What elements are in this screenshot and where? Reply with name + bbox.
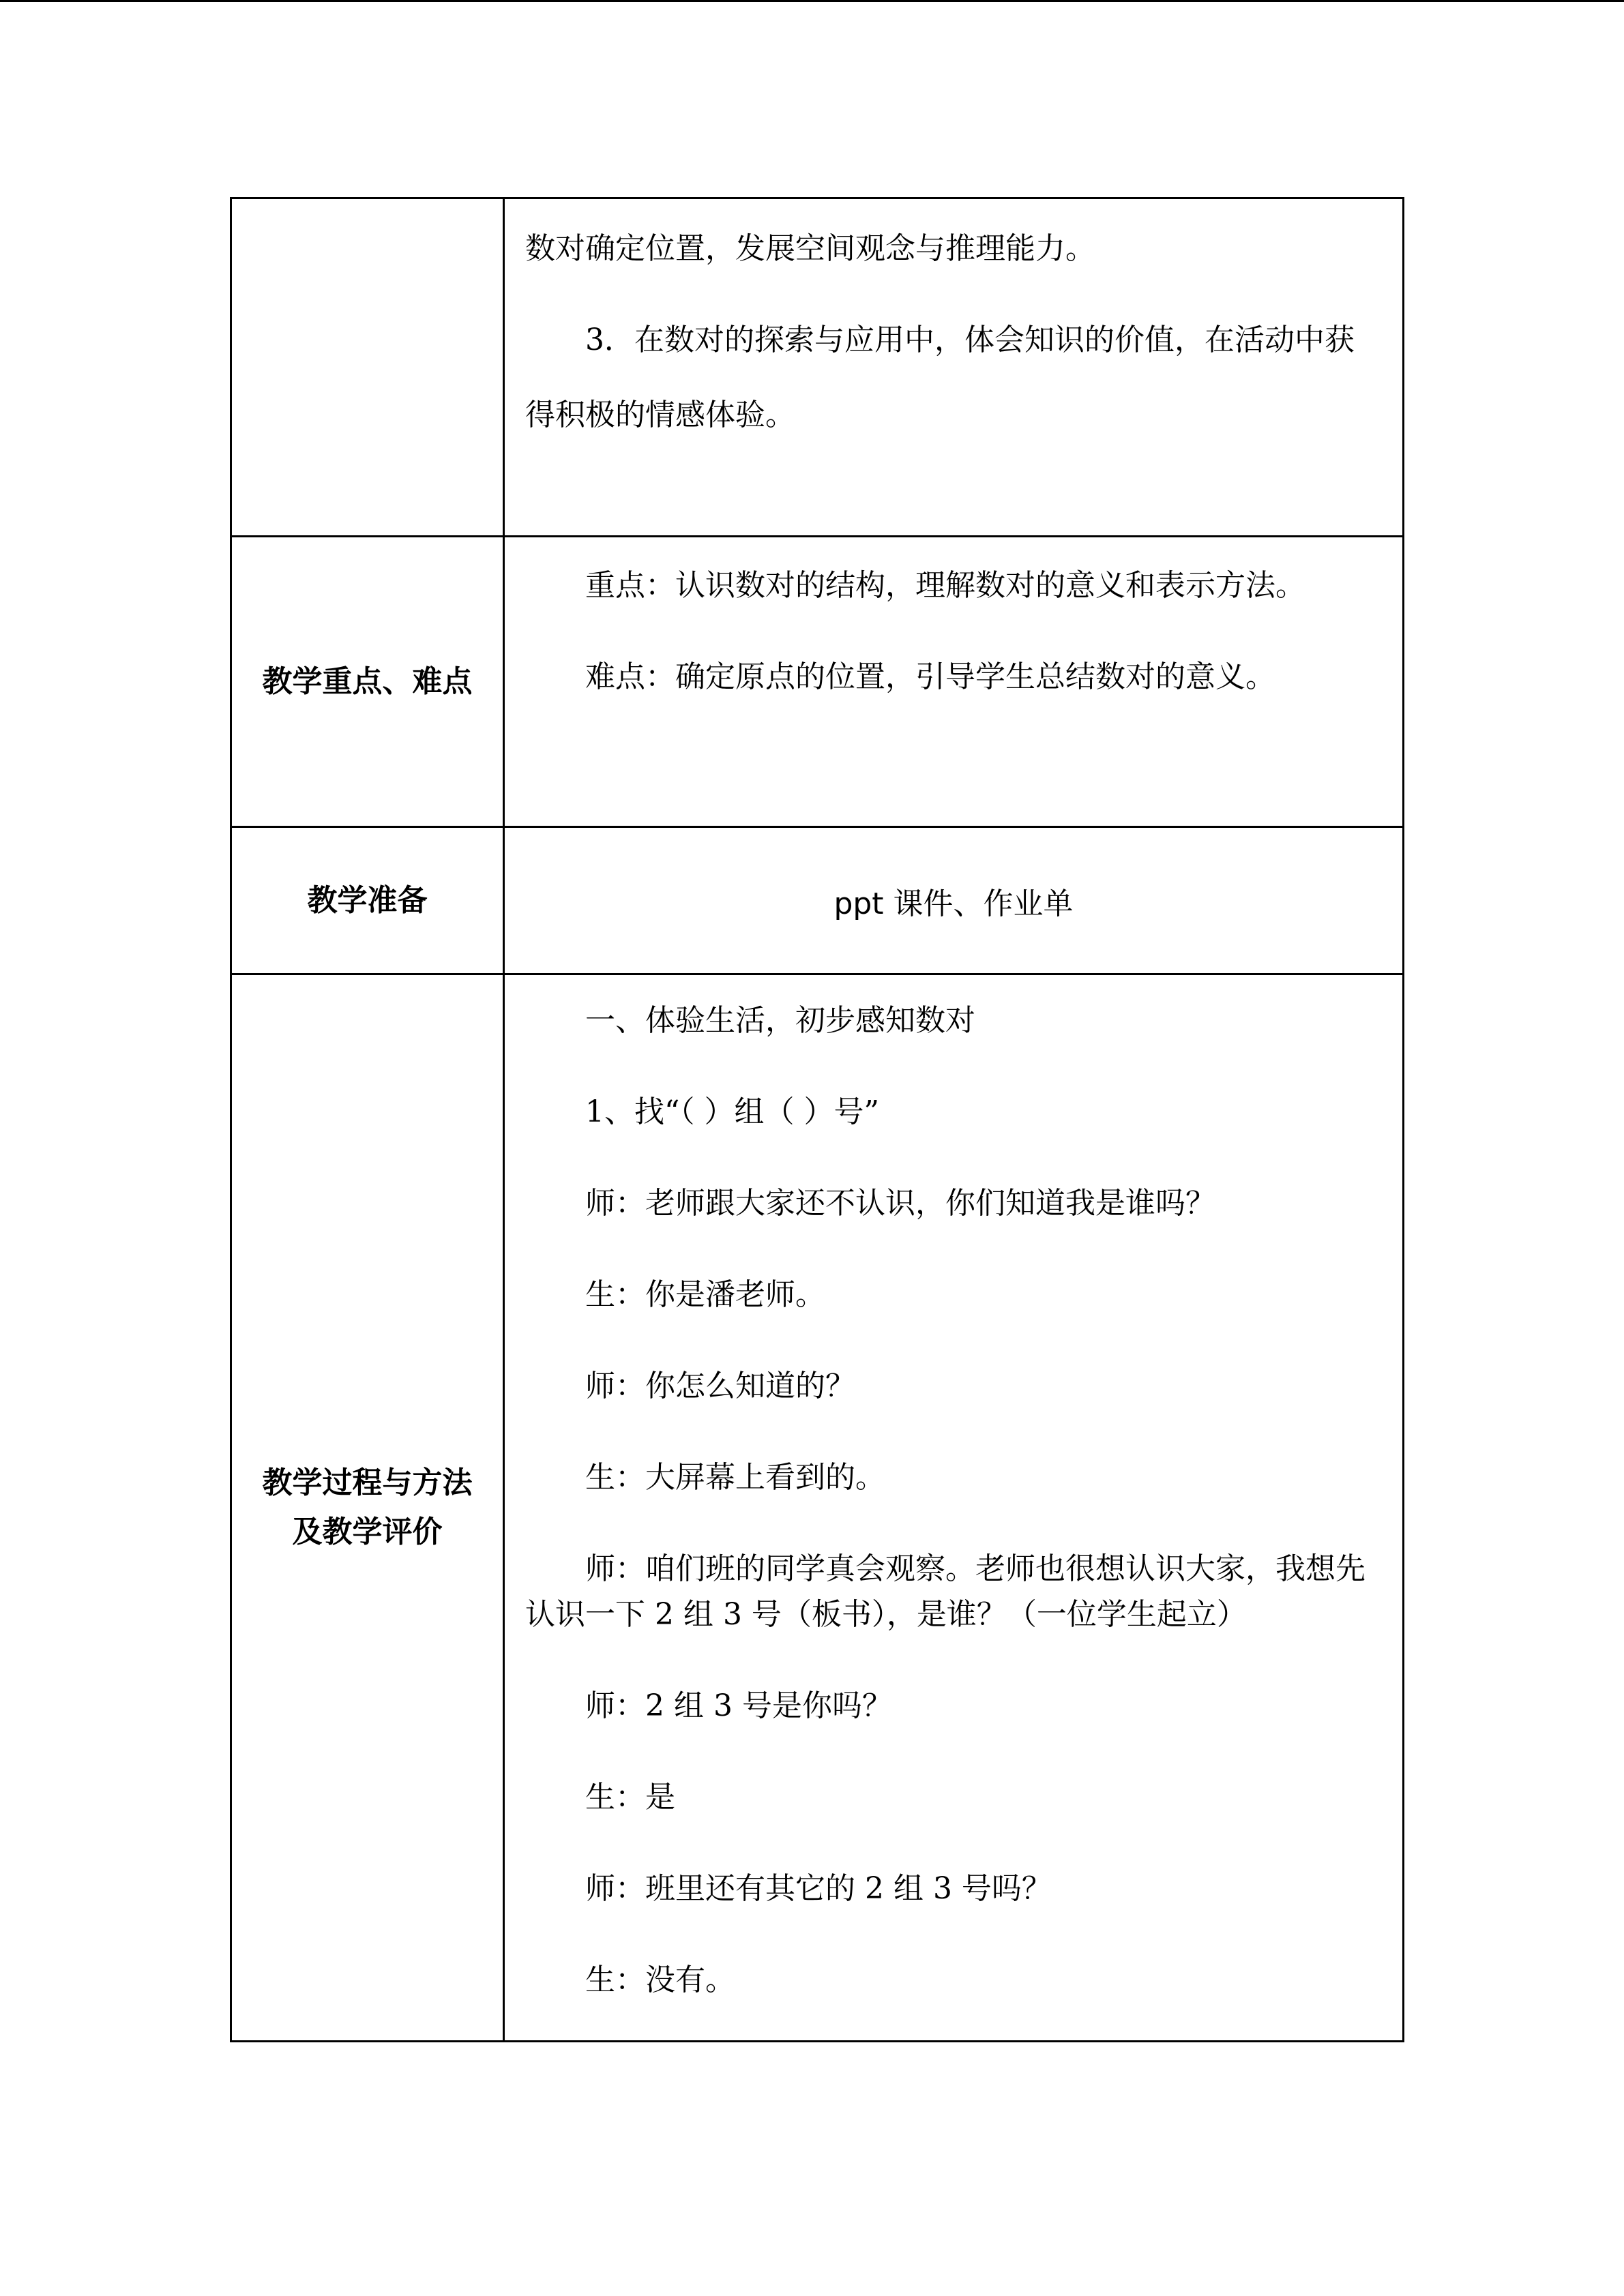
objectives-line-2: 3．在数对的探索与应用中，体会知识的价值，在活动中获得积极的情感体验。 xyxy=(525,323,1355,432)
table-row-preparation xyxy=(231,827,1404,974)
objectives-label-cell xyxy=(231,198,504,537)
preparation-value: ppt 课件、作业单 xyxy=(833,886,1074,921)
process-line-2: 1、找“（ ）组（ ）号” xyxy=(585,1094,879,1129)
process-line-11: 生：没有。 xyxy=(585,1963,735,1997)
keypoints-label: 教学重点、难点 xyxy=(262,664,473,699)
objectives-line-1: 数对确定位置，发展空间观念与推理能力。 xyxy=(525,231,1095,266)
process-line-1: 一、体验生活，初步感知数对 xyxy=(585,1003,975,1038)
process-label-cell xyxy=(231,974,504,2042)
lesson-plan-table xyxy=(230,197,1404,2042)
preparation-label-cell xyxy=(231,827,504,974)
process-line-9: 生：是 xyxy=(585,1780,675,1815)
table-row-process xyxy=(231,974,1404,2042)
process-line-4: 生：你是潘老师。 xyxy=(585,1277,825,1312)
process-content-cell xyxy=(504,974,1404,2042)
process-line-7: 师：咱们班的同学真会观察。老师也很想认识大家，我想先认识一下 2 组 3 号（板书），是谁？（一位学生起立） xyxy=(525,1551,1365,1632)
table-row-objectives xyxy=(231,198,1404,537)
table-row-keypoints xyxy=(231,537,1404,827)
preparation-content-cell xyxy=(504,827,1404,974)
process-line-5: 师：你怎么知道的？ xyxy=(585,1369,855,1403)
process-line-8: 师：2 组 3 号是你吗？ xyxy=(585,1688,892,1723)
objectives-content-cell xyxy=(504,198,1404,537)
keypoints-content-cell xyxy=(504,537,1404,827)
process-line-6: 生：大屏幕上看到的。 xyxy=(585,1460,885,1495)
preparation-label: 教学准备 xyxy=(307,882,428,918)
process-line-3: 师：老师跟大家还不认识，你们知道我是谁吗？ xyxy=(585,1186,1215,1221)
keypoints-line-2: 难点：确定原点的位置，引导学生总结数对的意义。 xyxy=(585,659,1275,694)
keypoints-label-cell xyxy=(231,537,504,827)
keypoints-line-1: 重点：认识数对的结构，理解数对的意义和表示方法。 xyxy=(585,568,1305,603)
process-label: 教学过程与方法及教学评价 xyxy=(262,1465,473,1549)
page-top-border xyxy=(0,0,1624,2)
process-line-10: 师：班里还有其它的 2 组 3 号吗？ xyxy=(585,1871,1052,1906)
